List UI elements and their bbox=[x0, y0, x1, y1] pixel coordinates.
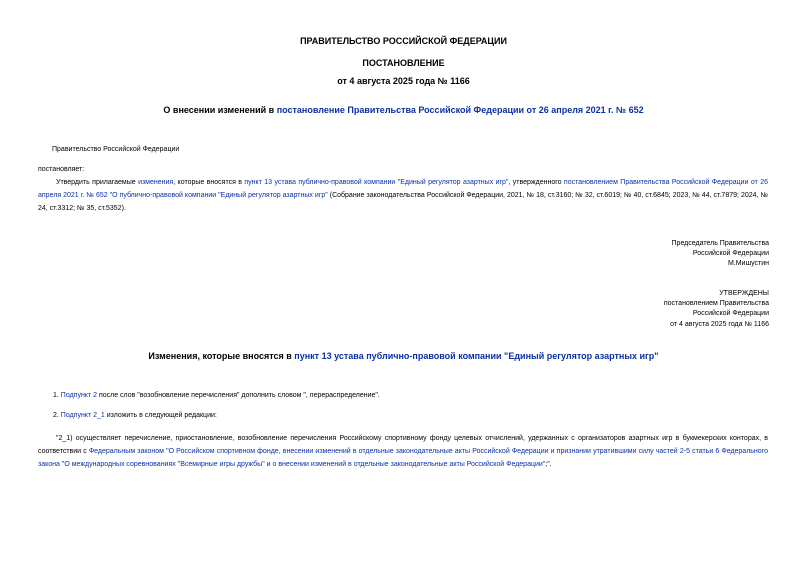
decree-paragraph bbox=[38, 176, 768, 215]
approved-heading: УТВЕРЖДЕНЫ bbox=[719, 290, 769, 297]
item-2-text: изложить в следующей редакции: bbox=[104, 412, 217, 419]
changes-title bbox=[0, 351, 807, 361]
government-label: Правительство Российской Федерации bbox=[52, 146, 180, 153]
item-2-link[interactable]: Подпункт 2_1 bbox=[60, 412, 105, 419]
changes-title-link[interactable]: пункт 13 устава публично-правовой компании "Единый регулятор азартных игр" bbox=[294, 351, 659, 361]
document-type: ПОСТАНОВЛЕНИЕ bbox=[362, 58, 445, 68]
item-3-text-2: ;". bbox=[545, 461, 552, 468]
decree-text-2: , которые вносятся в bbox=[173, 179, 245, 186]
resolves-label: постановляет: bbox=[38, 166, 85, 173]
approved-by: постановлением Правительства bbox=[663, 300, 769, 307]
document-date-number: от 4 августа 2025 года № 1166 bbox=[337, 76, 470, 86]
decree-text-4: (Собрание законодательства Российской Федерации, 2021, № 18, ст.3160; № 32, ст.6019; № 40, ст.6845; 2023, № 44, ст.7879; 2024, № 24, ст.3312; № 35, ст.5352). bbox=[38, 192, 768, 212]
item-2 bbox=[53, 412, 217, 419]
item-3-paragraph bbox=[38, 432, 768, 471]
federal-law-link[interactable]: Федеральным законом "О Российском спортивном фонде, внесении изменений в отдельные законодательные акты Российской Федерации и признании утратившими силу частей 2-5 статьи 6 Федерального закона "О международных соревнованиях "Всемирные игры дружбы" и о внесении изменений в отдельные законодательные акты Российской Федерации" bbox=[38, 448, 768, 468]
signature-name: М.Мишустин bbox=[727, 260, 769, 267]
approved-country: Российской Федерации bbox=[692, 310, 769, 317]
item-3-text-1: "2_1) осуществляет перечисление, приостановление, возобновление перечисления Российскому спортивному фонду целевых отчислений, удержанных с организаторов азартных игр в букмекерских конторах, в соответствии с bbox=[38, 435, 768, 455]
changes-title-prefix: Изменения, которые вносятся в bbox=[148, 351, 295, 361]
approved-date: от 4 августа 2025 года № 1166 bbox=[670, 321, 769, 328]
signature-country: Российской Федерации bbox=[692, 250, 769, 257]
item-2-number: 2. bbox=[53, 412, 61, 419]
charter-point-link[interactable]: пункт 13 устава публично-правовой компании "Единый регулятор азартных игр" bbox=[244, 179, 509, 186]
decree-text-1: Утвердить прилагаемые bbox=[56, 179, 139, 186]
changes-link[interactable]: изменения bbox=[138, 179, 174, 186]
item-1-text: после слов "возобновление перечисления" дополнить словом ", перераспределение". bbox=[97, 392, 380, 399]
document-title bbox=[0, 105, 807, 115]
resolution-link[interactable]: постановлением Правительства Российской Федерации от 26 апреля 2021 г. № 652 "О публично-правовой компании "Единый регулятор азартных игр" bbox=[38, 179, 768, 199]
government-name: ПРАВИТЕЛЬСТВО РОССИЙСКОЙ ФЕДЕРАЦИИ bbox=[300, 36, 507, 46]
signature-position: Председатель Правительства bbox=[671, 240, 769, 247]
title-prefix: О внесении изменений в bbox=[163, 105, 277, 115]
item-1 bbox=[53, 392, 380, 399]
item-1-number: 1. bbox=[53, 392, 61, 399]
item-1-link[interactable]: Подпункт 2 bbox=[60, 392, 97, 399]
decree-text-3: , утвержденного bbox=[508, 179, 564, 186]
title-link[interactable]: постановление Правительства Российской Федерации от 26 апреля 2021 г. № 652 bbox=[276, 105, 644, 115]
